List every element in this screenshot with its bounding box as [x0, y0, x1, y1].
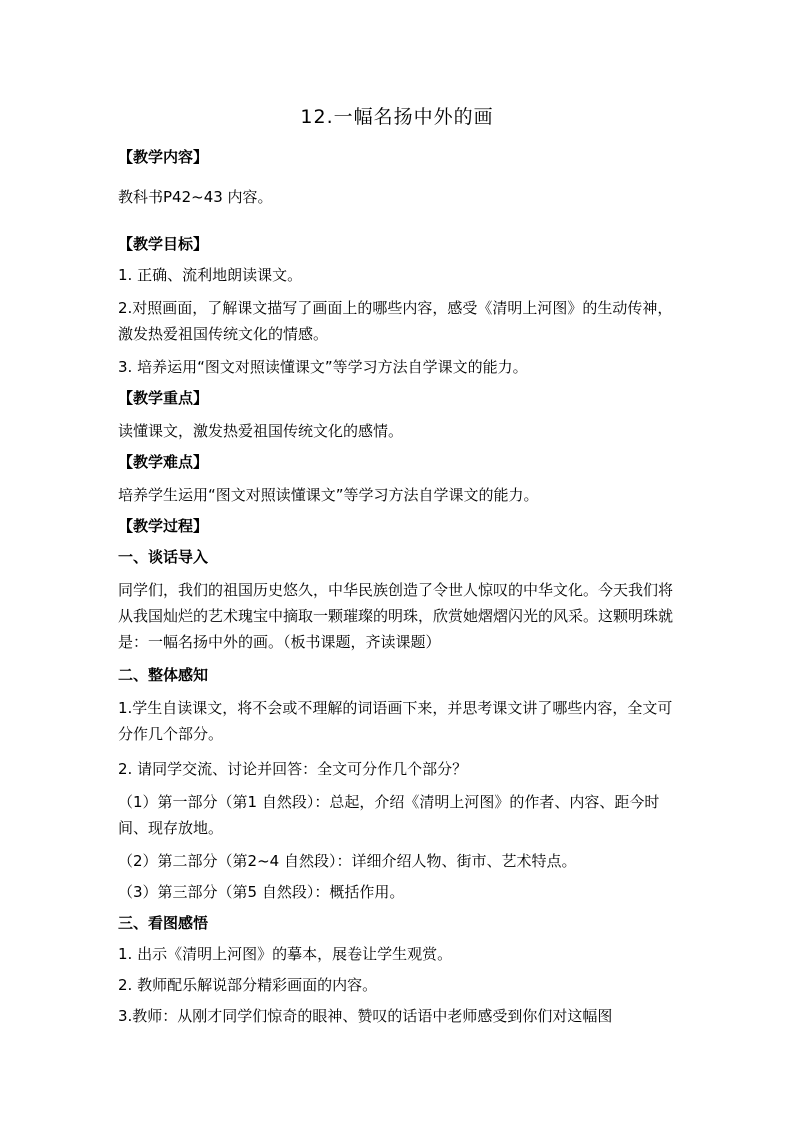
goal-item-2: 2.对照画面，了解课文描写了画面上的哪些内容，感受《清明上河图》的生动传神，激发热爱祖国传统文化的情感。	[118, 299, 673, 343]
process-part3-item-1: 1. 出示《清明上河图》的摹本，展卷让学生观赏。	[118, 945, 453, 963]
process-part2-heading: 二、整体感知	[118, 666, 209, 684]
process-part1-heading: 一、谈话导入	[118, 548, 209, 566]
process-part3-item-3: 3.教师：从刚才同学们惊奇的眼神、赞叹的话语中老师感受到你们对这幅图	[118, 1007, 613, 1025]
document-body	[118, 146, 680, 1027]
process-part2-item-4: （2）第二部分（第2~4 自然段）：详细介绍人物、街市、艺术特点。	[118, 852, 577, 870]
process-part2-item-2: 2. 请同学交流、讨论并回答：全文可分作几个部分？	[118, 760, 468, 778]
document-title: 12.一幅名扬中外的画	[300, 106, 494, 128]
section-heading-key-points: 【教学重点】	[118, 389, 209, 407]
process-part2-item-5: （3）第三部分（第5 自然段）：概括作用。	[118, 883, 405, 901]
section-heading-content: 【教学内容】	[118, 148, 209, 166]
process-part3-heading: 三、看图感悟	[118, 914, 209, 932]
process-part2-item-1: 1.学生自读课文，将不会或不理解的词语画下来，并思考课文讲了哪些内容，全文可分作几个部分。	[118, 699, 673, 743]
section-heading-goals: 【教学目标】	[118, 235, 209, 253]
key-points-text: 读懂课文，激发热爱祖国传统文化的感情。	[118, 422, 404, 440]
section-heading-difficulties: 【教学难点】	[118, 453, 209, 471]
section-heading-process: 【教学过程】	[118, 517, 209, 535]
goal-item-1: 1. 正确、流利地朗读课文。	[118, 266, 303, 284]
difficulties-text: 培养学生运用“图文对照读懂课文”等学习方法自学课文的能力。	[118, 486, 539, 504]
goal-item-3: 3. 培养运用“图文对照读懂课文”等学习方法自学课文的能力。	[118, 358, 528, 376]
process-part1-text: 同学们，我们的祖国历史悠久，中华民族创造了令世人惊叹的中华文化。今天我们将从我国灿烂的艺术瑰宝中摘取一颗璀璨的明珠，欣赏她熠熠闪光的风采。这颗明珠就是：一幅名扬中外的画。（板书课题，齐读课题）	[118, 581, 674, 651]
content-text: 教科书P42~43 内容。	[118, 188, 273, 206]
process-part2-item-3: （1）第一部分（第1 自然段）：总起，介绍《清明上河图》的作者、内容、距今时间、现存放地。	[118, 793, 660, 837]
process-part3-item-2: 2. 教师配乐解说部分精彩画面的内容。	[118, 976, 378, 994]
